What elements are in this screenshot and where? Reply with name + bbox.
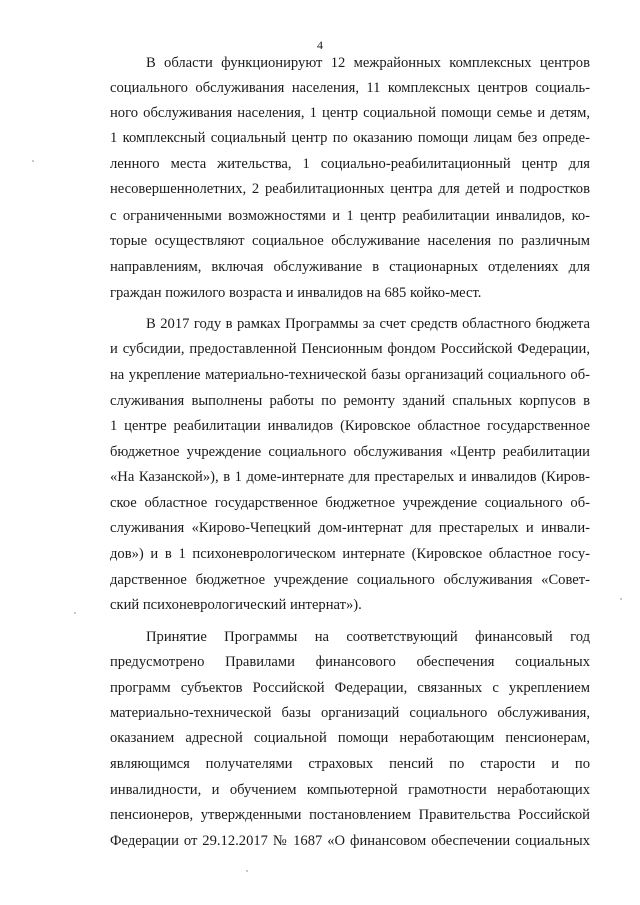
paragraph-2-line: «На Казанской»), в 1 доме-интернате для престарелых и инвалидов (Киров- bbox=[110, 469, 590, 485]
paragraph-3-line: Федерации от 29.12.2017 № 1687 «О финансовом обеспечении социальных bbox=[110, 833, 590, 849]
paragraph-3-line: пенсионеров, утвержденными постановлением Правительства Российской bbox=[110, 807, 590, 823]
paragraph-1-line: 1 комплексный социальный центр по оказанию помощи лицам без опреде- bbox=[110, 130, 590, 146]
paragraph-2-line: служивания выполнены работы по ремонту зданий спальных корпусов в bbox=[110, 393, 590, 409]
paragraph-3-line: программ субъектов Российской Федерации, связанных с укреплением bbox=[110, 680, 590, 696]
page-number: 4 bbox=[317, 38, 323, 52]
paragraph-3-line: материально-технической базы организаций социального обслуживания, bbox=[110, 705, 590, 721]
paragraph-1-line: направлениям, включая обслуживание в стационарных отделениях для bbox=[110, 259, 590, 275]
paragraph-1-line: социального обслуживания населения, 11 комплексных центров социаль- bbox=[110, 80, 590, 96]
paragraph-2-line: В 2017 году в рамках Программы за счет средств областного бюджета bbox=[146, 316, 590, 332]
scan-speck bbox=[246, 870, 248, 872]
paragraph-1-line: В области функционируют 12 межрайонных комплексных центров bbox=[146, 55, 590, 71]
paragraph-3-line: являющимся получателями страховых пенсий по старости и по bbox=[110, 756, 590, 772]
paragraph-2-line: ское областное государственное бюджетное учреждение социального об- bbox=[110, 495, 590, 511]
paragraph-2-line: служивания «Кирово-Чепецкий дом-интернат для престарелых и инвали- bbox=[110, 520, 590, 536]
paragraph-2-line: и субсидии, предоставленной Пенсионным фондом Российской Федерации, bbox=[110, 341, 590, 357]
paragraph-1-line: с ограниченными возможностями и 1 центр реабилитации инвалидов, ко- bbox=[110, 208, 590, 224]
scan-speck bbox=[32, 160, 34, 162]
paragraph-1-line: ного обслуживания населения, 1 центр социальной помощи семье и детям, bbox=[110, 105, 590, 121]
paragraph-2-line: ский психоневрологический интернат»). bbox=[110, 597, 362, 613]
paragraph-2-line: 1 центре реабилитации инвалидов (Кировское областное государственное bbox=[110, 418, 590, 434]
paragraph-1-line: граждан пожилого возраста и инвалидов на 685 койко-мест. bbox=[110, 285, 482, 301]
paragraph-3-line: предусмотрено Правилами финансового обеспечения социальных bbox=[110, 654, 590, 670]
paragraph-1-line: торые осуществляют социальное обслуживание населения по различным bbox=[110, 233, 590, 249]
paragraph-2-line: дов») и в 1 психоневрологическом интернате (Кировское областное госу- bbox=[110, 546, 590, 562]
paragraph-2-line: на укрепление материально-технической базы организаций социального об- bbox=[110, 367, 590, 383]
scan-speck bbox=[74, 612, 76, 614]
paragraph-3-line: инвалидности, и обучением компьютерной грамотности неработающих bbox=[110, 782, 590, 798]
paragraph-3-line: Принятие Программы на соответствующий финансовый год bbox=[146, 629, 590, 645]
paragraph-1-line: ленного места жительства, 1 социально-реабилитационный центр для bbox=[110, 156, 590, 172]
paragraph-1-line: несовершеннолетних, 2 реабилитационных центра для детей и подростков bbox=[110, 181, 590, 197]
paragraph-3-line: оказанием адресной социальной помощи неработающим пенсионерам, bbox=[110, 730, 590, 746]
paragraph-2-line: дарственное бюджетное учреждение социального обслуживания «Совет- bbox=[110, 572, 590, 588]
paragraph-2-line: бюджетное учреждение социального обслуживания «Центр реабилитации bbox=[110, 444, 590, 460]
scan-speck bbox=[620, 598, 622, 600]
